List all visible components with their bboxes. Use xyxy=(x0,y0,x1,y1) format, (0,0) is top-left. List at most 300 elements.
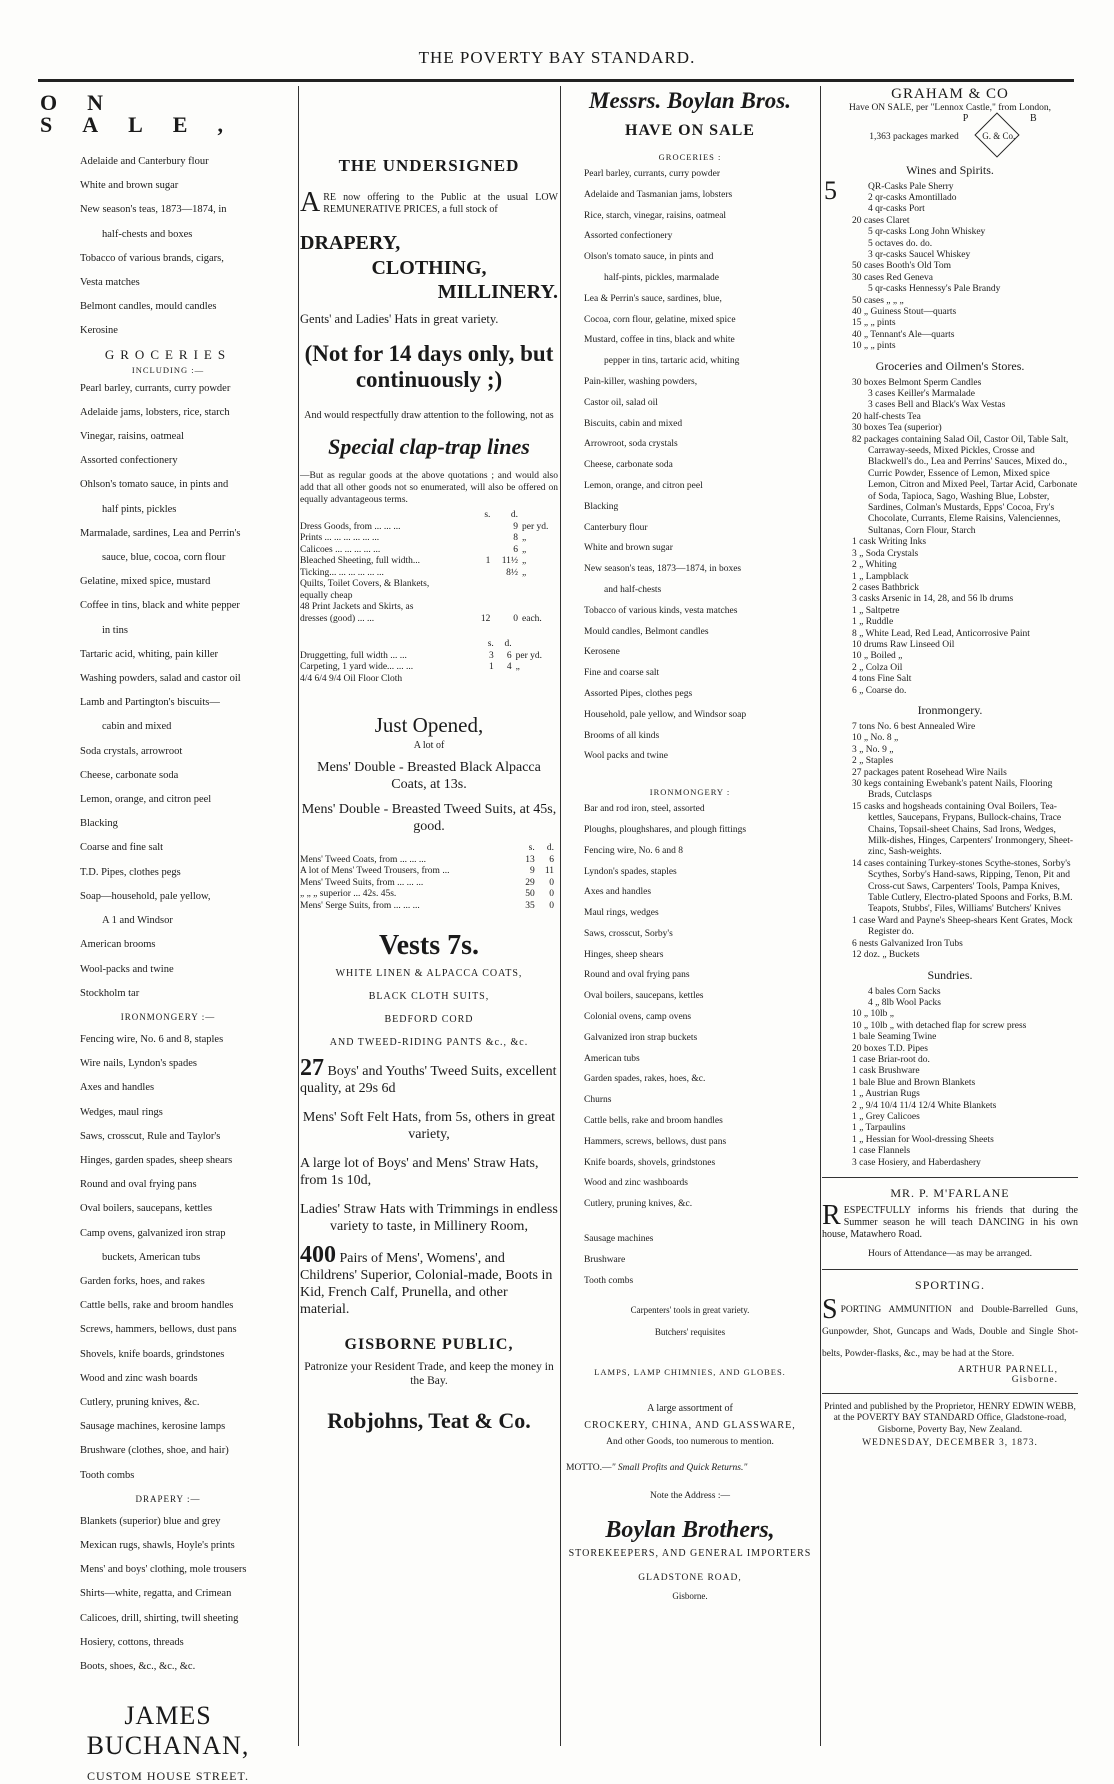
price-u: each. xyxy=(522,613,542,624)
list-item: Blankets (superior) blue and grey xyxy=(80,1515,221,1527)
list-item: 1 „ Tarpaulins xyxy=(852,1123,906,1134)
price-list-drapery xyxy=(300,510,558,625)
price-s xyxy=(476,591,494,603)
units-row xyxy=(300,843,558,855)
list-item: Cocoa, corn flour, gelatine, mixed spice xyxy=(584,314,736,325)
merchant-name: JAMES BUCHANAN, xyxy=(86,1701,250,1761)
price-item: Druggetting, full width ... ... xyxy=(300,650,407,661)
list-item: 1 case Briar-root do. xyxy=(852,1054,930,1065)
divider xyxy=(822,1177,1078,1178)
groceries-heading: Groceries and Oilmen's Stores. xyxy=(875,358,1025,373)
list-item: 2 „ Staples xyxy=(852,756,894,767)
price-list-suits xyxy=(300,843,558,912)
straw-hats: A large lot of Boys' and Mens' Straw Hats, from 1s 10d, xyxy=(300,1156,539,1188)
price-item: Mens' Tweed Suits, from ... ... ... xyxy=(300,877,424,888)
wines-drop-cap: 5 xyxy=(824,175,837,205)
patronize-line: Patronize your Resident Trade, and keep the money in the Bay. xyxy=(304,1361,554,1387)
merchant-mark-diamond xyxy=(962,112,1037,157)
ironmongery-heading: IRONMONGERY :— xyxy=(120,1011,216,1022)
masthead: THE POVERTY BAY STANDARD. xyxy=(418,48,696,67)
groceries-heading: GROCERIES xyxy=(104,346,232,362)
sundries-heading: Sundries. xyxy=(927,967,973,982)
list-item: Brushware (clothes, shoe, and hair) xyxy=(80,1445,229,1457)
mark-g: G. & Co. xyxy=(982,130,1016,141)
on-sale-heading: ON SALE, xyxy=(40,90,253,137)
firm-name: Boylan Brothers, xyxy=(605,1517,775,1544)
list-item: 15 „ „ pints xyxy=(852,318,896,329)
list-item: Churns xyxy=(584,1095,612,1106)
list-item: Saws, crosscut, Rule and Taylor's xyxy=(80,1130,221,1142)
unit-d: d. xyxy=(510,510,519,520)
list-item: cabin and mixed xyxy=(102,721,172,733)
list-item: 15 casks and hogsheads containing Oval Boilers, Tea-kettles, Saucepans, Frypans, Bullock-chains, Trace Chains, Topsail-sheet Chains, Sad Irons, Wedges, Milk-dishes, Hinges, Carpenters' Ironmongery, Sheet-zinc, Sash-weights. xyxy=(852,801,1074,858)
units-row xyxy=(300,639,558,651)
list-item: Saws, crosscut, Sorby's xyxy=(584,928,673,939)
list-item: 2 cases Bathbrick xyxy=(852,582,920,593)
list-item: Bar and rod iron, steel, assorted xyxy=(584,804,705,815)
column-rule xyxy=(298,86,299,1746)
list-item: 10 „ „ pints xyxy=(852,341,896,352)
motto xyxy=(562,1463,818,1473)
list-item: BLACK CLOTH SUITS, xyxy=(368,991,490,1002)
list-item: 30 boxes Tea (superior) xyxy=(852,423,942,434)
other-goods: And other Goods, too numerous to mention. xyxy=(606,1437,774,1448)
list-item: 10 „ Boiled „ xyxy=(852,651,903,662)
list-item: Household, pale yellow, and Windsor soap xyxy=(584,709,747,720)
ironmongery-list xyxy=(40,1028,296,1488)
price-s: 1 xyxy=(489,662,494,672)
list-item: 2 „ Whiting xyxy=(852,560,897,571)
price-d: 9 xyxy=(513,521,519,532)
list-item: Boots, shoes, &c., &c., &c. xyxy=(80,1660,196,1672)
list-item: Ploughs, ploughshares, and plough fittings xyxy=(584,824,747,835)
millinery-heading: MILLINERY. xyxy=(437,281,558,303)
list-item: Round and oval frying pans xyxy=(80,1179,197,1191)
price-s: 13 xyxy=(525,854,535,865)
mark-b: B xyxy=(1030,112,1037,124)
list-item: 82 packages containing Salad Oil, Castor Oil, Table Salt, Carraway-seeds, Mixed Pickles, Crosse and Blackwell's do., Lea and Perrins' Sauces, Mixed do., Curric Powder, Essence of Lemon, Mixed spice Lemon, Citron and Mixed Peel, Tartar Acid, Carbonate of Soda, Tapioca, Sago, Washing Blue, Lobster, Sardines, Colman's Mustards, Epps' Cocoa, Fry's Chocolate, Currants, Eleme Raisins, Valenciennes, Sultanas, Corn Flour, Starch xyxy=(852,434,1078,536)
price-row xyxy=(300,866,558,878)
price-row xyxy=(300,602,558,614)
list-item: WHITE LINEN & ALPACCA COATS, xyxy=(335,968,523,979)
list-item: Fine and coarse salt xyxy=(584,668,660,679)
unit-d: d. xyxy=(546,843,554,853)
merchant-address: CUSTOM HOUSE STREET. xyxy=(87,1769,249,1784)
list-item: Kerosine xyxy=(80,325,118,337)
price-row xyxy=(300,889,558,901)
vests-heading: Vests 7s. xyxy=(378,930,480,961)
list-item: Coarse and fine salt xyxy=(80,842,164,854)
mcfarlane-heading: MR. P. M'FARLANE xyxy=(890,1186,1010,1200)
price-d: 6 xyxy=(506,650,512,661)
price-row xyxy=(300,533,558,545)
price-item: 4/4 6/4 9/4 Oil Floor Cloth xyxy=(300,673,403,684)
list-item: 4 bales Corn Sacks xyxy=(868,986,941,997)
list-item: Cattle bells, rake and broom handles xyxy=(80,1300,234,1312)
ironmongery-list xyxy=(822,722,1078,962)
list-item: Belmont candles, mould candles xyxy=(80,301,217,313)
list-item: Tobacco of various brands, cigars, xyxy=(80,252,224,264)
list-item: and half-chests xyxy=(604,584,662,595)
firm-name: Robjohns, Teat & Co. xyxy=(327,1408,531,1433)
carpenters-tools: Carpenters' tools in great variety. xyxy=(630,1305,750,1316)
list-item: Colonial ovens, camp ovens xyxy=(584,1012,692,1023)
list-item: Mexican rugs, shawls, Hoyle's prints xyxy=(80,1539,235,1551)
ironmongery-heading: Ironmongery. xyxy=(917,702,983,717)
list-item: Calicoes, drill, shirting, twill sheeting xyxy=(80,1612,239,1624)
list-item: 20 cases Claret xyxy=(852,215,910,226)
graham-heading: GRAHAM & CO xyxy=(891,86,1009,102)
list-item: Hammers, screws, bellows, dust pans xyxy=(584,1136,727,1147)
price-item: A lot of Mens' Tweed Trousers, from ... xyxy=(300,866,450,876)
list-item: 1 „ Saltpetre xyxy=(852,605,900,616)
clap-trap-heading: Special clap-trap lines xyxy=(328,434,530,459)
list-item: Maul rings, wedges xyxy=(584,908,659,919)
unit-s: s. xyxy=(528,843,535,853)
ironmongery-list xyxy=(562,799,818,1215)
motto-label: MOTTO.— xyxy=(566,1463,612,1474)
list-item: Lea & Perrin's sauce, sardines, blue, xyxy=(584,293,722,304)
list-item: 3 casks Arsenic in 14, 28, and 56 lb drums xyxy=(852,594,1014,605)
column-rule xyxy=(560,86,561,1746)
price-s xyxy=(476,545,494,557)
list-item: Shirts—white, regatta, and Crimean xyxy=(80,1588,232,1600)
list-item: Gelatine, mixed spice, mustard xyxy=(80,576,211,588)
list-item: pepper in tins, tartaric acid, whiting xyxy=(604,356,740,367)
list-item: Wire nails, Lyndon's spades xyxy=(80,1058,197,1070)
packages-text: 1,363 packages marked xyxy=(869,131,959,142)
list-item: buckets, American tubs xyxy=(102,1251,201,1263)
list-item: Mens' and boys' clothing, mole trousers xyxy=(80,1564,247,1576)
list-item: 10 „ 10lb „ xyxy=(852,1009,894,1020)
signature-name: ARTHUR PARNELL, xyxy=(957,1364,1058,1375)
list-item: Castor oil, salad oil xyxy=(584,397,658,408)
column-graham-co xyxy=(822,86,1078,1736)
price-d: 6 xyxy=(513,544,519,555)
list-item: Tooth combs xyxy=(80,1469,135,1481)
list-item: Cattle bells, rake and broom handles xyxy=(584,1116,723,1127)
list-item: 20 half-chests Tea xyxy=(852,411,921,422)
list-item: 30 cases Red Geneva xyxy=(852,272,933,283)
list-item: Cheese, carbonate soda xyxy=(584,460,673,471)
list-item: 1 „ Lampblack xyxy=(852,571,909,582)
list-item: Round and oval frying pans xyxy=(584,970,690,981)
price-d: 0 xyxy=(513,613,519,624)
list-item: Marmalade, sardines, Lea and Perrin's xyxy=(80,527,241,539)
price-row xyxy=(300,522,558,534)
price-u xyxy=(522,579,558,591)
price-u: „ xyxy=(522,533,527,543)
price-d xyxy=(494,602,522,614)
issue-date: WEDNESDAY, DECEMBER 3, 1873. xyxy=(862,1438,1038,1448)
list-item: 3 cases Bell and Black's Wax Vestas xyxy=(868,400,1006,411)
list-item: 6 nests Galvanized Iron Tubs xyxy=(852,938,963,949)
list-item: 1 cask Writing Inks xyxy=(852,537,927,548)
price-s: 3 xyxy=(489,650,494,661)
price-item: „ „ „ superior ... 42s. 45s. xyxy=(300,889,397,899)
price-d: 0 xyxy=(549,900,554,911)
list-item: Ohlson's tomato sauce, in pints and xyxy=(80,479,229,491)
list-item: 3 „ No. 9 „ xyxy=(852,744,894,755)
list-item: Soap—household, pale yellow, xyxy=(80,890,211,902)
price-item: dresses (good) ... ... xyxy=(300,613,375,624)
list-item: American brooms xyxy=(80,939,156,951)
price-s xyxy=(476,522,494,534)
list-item: A 1 and Windsor xyxy=(102,915,173,927)
list-item: 50 cases Booth's Old Tom xyxy=(852,261,952,272)
list-item: Pearl barley, currants, curry powder xyxy=(80,382,231,394)
drop-cap: A xyxy=(300,187,321,218)
list-item: QR-Casks Pale Sherry xyxy=(868,181,954,192)
list-item: Hinges, garden spades, sheep shears xyxy=(80,1154,233,1166)
regular-goods-paragraph: —But as regular goods at the above quotations ; and would also add that all other goods not so enumerated, will also be offered on equally advantageous terms. xyxy=(300,471,558,505)
mark-p: P xyxy=(962,112,969,124)
list-item: Hinges, sheep shears xyxy=(584,949,664,960)
price-row xyxy=(300,556,558,568)
town: Gisborne. xyxy=(672,1591,708,1602)
ironmongery-heading: IRONMONGERY : xyxy=(649,787,731,798)
lennox-castle-line: Have ON SALE, per "Lennox Castle," from London, xyxy=(849,103,1051,113)
list-item: Sausage machines xyxy=(584,1234,654,1245)
list-item: 40 „ Tennant's Ale—quarts xyxy=(852,329,955,340)
price-s: 29 xyxy=(525,877,535,888)
divider xyxy=(822,1269,1078,1270)
list-item: Sausage machines, kerosine lamps xyxy=(80,1421,226,1433)
list-item: Vinegar, raisins, oatmeal xyxy=(80,431,184,443)
price-s xyxy=(476,602,494,614)
list-item: Kerosene xyxy=(584,647,620,658)
list-item: Biscuits, cabin and mixed xyxy=(584,418,683,429)
signature-town: Gisborne. xyxy=(1011,1374,1058,1385)
list-item: Mustard, coffee in tins, black and white xyxy=(584,335,735,346)
undersigned-intro xyxy=(300,187,558,218)
list-item: 2 qr-casks Amontillado xyxy=(868,192,957,203)
list-item: Fencing wire, No. 6 and 8 xyxy=(584,845,683,856)
just-opened-heading: Just Opened, xyxy=(374,713,484,737)
gisborne-public: GISBORNE PUBLIC, xyxy=(344,1336,514,1353)
list-item: Adelaide and Canterbury flour xyxy=(80,156,209,167)
list-item: 1 cask Brushware xyxy=(852,1066,920,1077)
price-d xyxy=(494,591,522,603)
spacer xyxy=(562,1215,818,1229)
list-item: 50 cases „ „ „ xyxy=(852,295,904,306)
boots xyxy=(300,1242,558,1318)
list-item: Brushware xyxy=(584,1254,626,1265)
price-s: 9 xyxy=(529,866,535,876)
list-item: 2 „ Colza Oil xyxy=(852,662,903,673)
list-item: New season's teas, 1873—1874, in boxes xyxy=(584,564,742,575)
price-d xyxy=(494,579,522,591)
list-item: 4 qr-casks Port xyxy=(868,204,925,215)
drop-cap: S xyxy=(822,1293,838,1325)
column-james-buchanan xyxy=(40,86,296,1784)
list-item: Fencing wire, No. 6 and 8, staples xyxy=(80,1033,224,1045)
price-u: per yd. xyxy=(515,650,543,661)
list-item: Lyndon's spades, staples xyxy=(584,866,677,877)
sporting-body: PORTING AMMUNITION and Double-Barrelled Guns, Gunpowder, Shot, Guncaps and Wads, Double and Single Shot-belts, Powder-flasks, &c., may be had at the Store. xyxy=(822,1304,1078,1359)
list-item: Screws, hammers, bellows, dust pans xyxy=(80,1324,237,1336)
drapery-list xyxy=(40,1510,296,1679)
list-item: Lemon, orange, and citron peel xyxy=(584,480,703,491)
top-rule xyxy=(38,79,1074,82)
list-item: Wedges, maul rings xyxy=(80,1106,163,1118)
list-item: 1 bale Seaming Twine xyxy=(852,1032,937,1043)
list-item: Oval boilers, saucepans, kettles xyxy=(584,991,704,1002)
list-item: 8 „ White Lead, Red Lead, Anticorrosive Paint xyxy=(852,628,1030,639)
list-item: Washing powders, salad and castor oil xyxy=(80,673,241,685)
price-item: Dress Goods, from ... ... ... xyxy=(300,521,401,532)
list-item: 30 boxes Belmont Sperm Candles xyxy=(852,377,982,388)
price-s xyxy=(476,568,494,580)
drop-cap: R xyxy=(822,1200,841,1231)
list-item: Knife boards, shovels, grindstones xyxy=(584,1157,716,1168)
groceries-list xyxy=(40,377,296,1006)
price-item: Ticking... ... ... ... ... ... xyxy=(300,567,384,578)
list-item: Cutlery, pruning knives, &c. xyxy=(80,1396,200,1408)
list-item: half-chests and boxes xyxy=(102,228,193,240)
intro-text: RE now offering to the Public at the usual LOW REMUNERATIVE PRICES, a full stock of xyxy=(323,192,558,215)
unit-d: d. xyxy=(504,639,512,649)
respect-line: And would respectfully draw attention to the following, not as xyxy=(304,410,554,421)
price-row xyxy=(300,614,558,626)
price-s: 50 xyxy=(525,889,535,899)
price-item: Bleached Sheeting, full width... xyxy=(300,556,421,566)
list-item: Garden forks, hoes, and rakes xyxy=(80,1275,205,1287)
list-item: 1 „ Austrian Rugs xyxy=(852,1089,920,1100)
price-s xyxy=(482,674,498,686)
list-item: 1 case Flannels xyxy=(852,1146,911,1157)
column-robjohns-teat xyxy=(300,86,558,1736)
column-rule xyxy=(820,86,821,1746)
boys-number: 27 xyxy=(300,1055,324,1081)
list-item: Wood and zinc washboards xyxy=(584,1178,688,1189)
list-item: Olson's tomato sauce, in pints and xyxy=(584,252,714,263)
divider xyxy=(822,1393,1078,1394)
sundries-list xyxy=(822,987,1078,1170)
list-item: 7 tons No. 6 best Annealed Wire xyxy=(852,721,976,732)
list-item: Arrowroot, soda crystals xyxy=(584,439,678,450)
list-item: 5 octaves do. do. xyxy=(868,238,933,249)
list-item: Pain-killer, washing powders, xyxy=(584,376,698,387)
boys-suits xyxy=(300,1055,558,1097)
list-item: 3 qr-casks Saucel Whiskey xyxy=(868,249,971,260)
list-item: Coffee in tins, black and white pepper xyxy=(80,600,240,612)
note-address: Note the Address :— xyxy=(650,1491,730,1502)
price-d: 4 xyxy=(506,662,512,672)
list-item: New season's teas, 1873—1874, in xyxy=(80,204,227,216)
gladstone-road: GLADSTONE ROAD, xyxy=(638,1573,742,1584)
list-item: Wool packs and twine xyxy=(584,751,668,762)
list-item: 4 tons Fine Salt xyxy=(852,674,912,685)
groceries-list xyxy=(562,164,818,767)
list-item: Axes and handles xyxy=(584,887,652,898)
price-u: „ xyxy=(522,567,527,578)
price-u: „ xyxy=(522,544,527,555)
price-row xyxy=(300,568,558,580)
felt-hats: Mens' Soft Felt Hats, from 5s, others in great variety, xyxy=(302,1110,556,1142)
price-s: 35 xyxy=(525,900,535,911)
list-item: Adelaide jams, lobsters, rice, starch xyxy=(80,406,230,418)
list-item: Blacking xyxy=(584,501,619,512)
list-item: 5 qr-casks Long John Whiskey xyxy=(868,227,986,238)
clothing-heading: CLOTHING, xyxy=(371,257,487,279)
list-item: 1 bale Blue and Brown Blankets xyxy=(852,1077,976,1088)
price-item: Prints ... ... ... ... ... ... xyxy=(300,533,380,543)
list-item: T.D. Pipes, clothes pegs xyxy=(80,866,181,878)
list-item: Galvanized iron strap buckets xyxy=(584,1032,698,1043)
hats-line: Gents' and Ladies' Hats in great variety. xyxy=(300,312,499,326)
have-on-sale: HAVE ON SALE xyxy=(625,122,755,139)
drapery-heading: DRAPERY :— xyxy=(135,1493,201,1504)
price-d: 0 xyxy=(549,877,554,888)
list-item: American tubs xyxy=(584,1053,640,1064)
list-item: sauce, blue, cocoa, corn flour xyxy=(102,552,226,564)
list-item: White and brown sugar xyxy=(80,180,179,192)
tweed-suits: Mens' Double - Breasted Tweed Suits, at 45s, good. xyxy=(301,802,557,834)
list-item: Canterbury flour xyxy=(584,522,648,533)
list-item: Hosiery, cottons, threads xyxy=(80,1636,184,1648)
price-d: 0 xyxy=(549,889,554,899)
list-item: 5 qr-casks Hennessy's Pale Brandy xyxy=(868,284,1001,295)
list-item: White and brown sugar xyxy=(584,543,673,554)
list-item: Tobacco of various kinds, vesta matches xyxy=(584,605,738,616)
list-item: Camp ovens, galvanized iron strap xyxy=(80,1227,226,1239)
price-u xyxy=(522,591,558,603)
vest-lines xyxy=(300,962,558,1054)
list-item: half-pints, pickles, marmalade xyxy=(604,272,720,283)
price-item: 48 Print Jackets and Skirts, as xyxy=(300,602,414,612)
price-row xyxy=(300,579,558,591)
groceries-list xyxy=(822,378,1078,697)
drapery-heading: DRAPERY, xyxy=(300,232,401,254)
sporting-heading: SPORTING. xyxy=(915,1277,985,1292)
price-s: 1 xyxy=(485,556,491,566)
price-d: 6 xyxy=(549,854,554,865)
price-item: Calicoes ... ... ... ... ... xyxy=(300,544,381,555)
motto-text: " Small Profits and Quick Returns." xyxy=(611,1463,748,1474)
wines-block xyxy=(822,175,1078,353)
list-item: AND TWEED-RIDING PANTS &c., &c. xyxy=(329,1037,529,1048)
price-d: 8 xyxy=(513,533,519,543)
price-row xyxy=(300,591,558,603)
large-assortment: A large assortment of xyxy=(647,1403,733,1415)
list-item: Assorted confectionery xyxy=(584,231,673,242)
list-item: 1 case Ward and Payne's Sheep-shears Kent Grates, Mock Register do. xyxy=(852,915,1073,938)
price-item: Mens' Tweed Coats, from ... ... ... xyxy=(300,854,426,865)
list-item: 3 „ Soda Crystals xyxy=(852,548,919,559)
groceries-heading: GROCERIES : xyxy=(658,152,722,162)
alpacca-coats: Mens' Double - Breasted Black Alpacca Coats, at 13s. xyxy=(317,760,541,792)
unit-s: s. xyxy=(487,639,494,649)
misc-list xyxy=(562,1229,818,1291)
list-item: Blacking xyxy=(80,818,118,830)
price-item: Quilts, Toilet Covers, & Blankets, xyxy=(300,579,430,589)
list-item: 12 doz. „ Buckets xyxy=(852,950,920,961)
imprint: Printed and published by the Proprietor, HENRY EDWIN WEBB, at the POVERTY BAY STANDARD Office, Gladstone-road, Gisborne, Poverty Bay, New Zealand. xyxy=(824,1401,1076,1435)
list-item: Mould candles, Belmont candles xyxy=(584,626,709,637)
list-item: 3 case Hosiery, and Haberdashery xyxy=(852,1157,981,1168)
price-d xyxy=(498,674,516,686)
units-row xyxy=(300,510,558,522)
mcfarlane-body: ESPECTFULLY informs his friends that during the Summer season he will teach DANCING in his own house, Matawhero Road. xyxy=(822,1205,1078,1240)
price-d: 11 xyxy=(544,866,554,876)
not-for-14-days: (Not for 14 days only, but continuously ;) xyxy=(304,341,554,392)
price-d: 8½ xyxy=(506,567,519,578)
price-row xyxy=(300,901,558,913)
hours-line: Hours of Attendance—as may be arranged. xyxy=(867,1249,1033,1259)
price-u: per yd. xyxy=(522,521,549,532)
list-item: 30 kegs containing Ewebank's patent Nails, Flooring Brads, Cutclasps xyxy=(852,779,1053,801)
